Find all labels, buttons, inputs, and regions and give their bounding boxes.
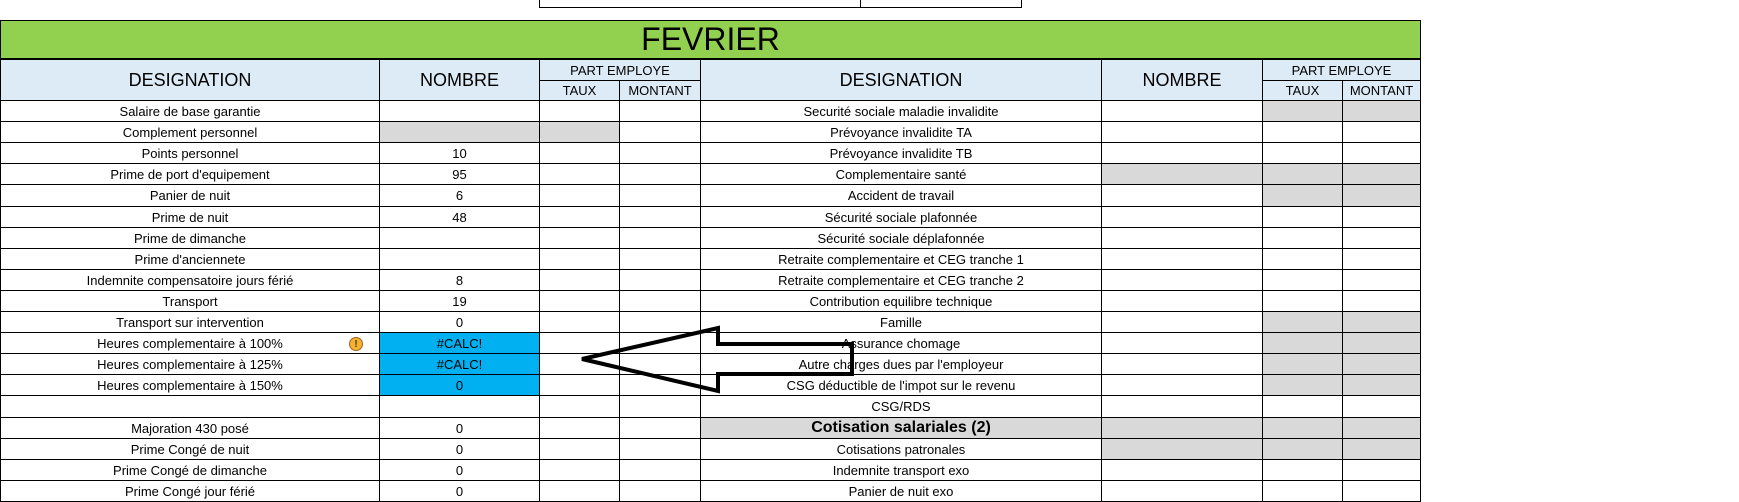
right-taux-cell[interactable]	[1262, 395, 1343, 418]
left-taux-cell[interactable]	[539, 206, 620, 228]
right-montant-cell[interactable]	[1342, 395, 1421, 418]
top-cell-left[interactable]	[539, 0, 861, 8]
header-part-employe-left: PART EMPLOYE	[539, 59, 701, 81]
right-taux-cell[interactable]	[1262, 332, 1343, 354]
left-designation-cell[interactable]: Prime de port d'equipement	[0, 163, 380, 185]
left-designation-cell[interactable]: Transport sur intervention	[0, 311, 380, 333]
right-nombre-cell[interactable]	[1101, 227, 1263, 249]
right-designation-cell[interactable]: Autre charges dues par l'employeur	[700, 353, 1102, 375]
left-nombre-cell[interactable]: 19	[379, 290, 540, 312]
right-designation-cell[interactable]: Retraite complementaire et CEG tranche 1	[700, 248, 1102, 270]
left-montant-cell[interactable]	[619, 395, 701, 418]
right-taux-cell[interactable]	[1262, 480, 1343, 502]
left-designation-cell[interactable]: Heures complementaire à 125%	[0, 353, 380, 375]
right-montant-cell[interactable]	[1342, 121, 1421, 143]
left-nombre-cell[interactable]	[379, 121, 540, 143]
left-designation-cell[interactable]: Prime Congé de dimanche	[0, 459, 380, 481]
right-nombre-cell[interactable]	[1101, 206, 1263, 228]
right-taux-cell[interactable]	[1262, 374, 1343, 396]
left-nombre-cell[interactable]: 0	[379, 417, 540, 439]
left-designation-cell[interactable]: Majoration 430 posé	[0, 417, 380, 439]
right-nombre-cell[interactable]	[1101, 121, 1263, 143]
right-montant-cell[interactable]	[1342, 332, 1421, 354]
warning-icon[interactable]: !	[349, 337, 363, 351]
left-montant-cell[interactable]	[619, 290, 701, 312]
left-taux-cell[interactable]	[539, 142, 620, 164]
header-nombre-right: NOMBRE	[1101, 59, 1263, 101]
month-title: FEVRIER	[0, 20, 1421, 59]
left-designation-cell[interactable]	[0, 395, 380, 418]
left-montant-cell[interactable]	[619, 438, 701, 460]
right-designation-cell[interactable]: Securité sociale maladie invalidite	[700, 100, 1102, 122]
right-designation-cell[interactable]: Cotisation salariales (2)	[700, 417, 1102, 439]
left-designation-cell[interactable]: Indemnite compensatoire jours férié	[0, 269, 380, 291]
right-designation-cell[interactable]: Panier de nuit exo	[700, 480, 1102, 502]
left-montant-cell[interactable]	[619, 121, 701, 143]
right-nombre-cell[interactable]	[1101, 374, 1263, 396]
right-designation-cell[interactable]: Indemnite transport exo	[700, 459, 1102, 481]
right-designation-cell[interactable]: Cotisations patronales	[700, 438, 1102, 460]
left-designation-cell[interactable]: Panier de nuit	[0, 184, 380, 207]
right-montant-cell[interactable]	[1342, 417, 1421, 439]
right-nombre-cell[interactable]	[1101, 184, 1263, 207]
right-designation-cell[interactable]: Contribution equilibre technique	[700, 290, 1102, 312]
left-nombre-cell[interactable]	[379, 100, 540, 122]
right-montant-cell[interactable]	[1342, 480, 1421, 502]
header-montant-right: MONTANT	[1342, 80, 1421, 101]
left-nombre-cell[interactable]: 0	[379, 480, 540, 502]
right-taux-cell[interactable]	[1262, 248, 1343, 270]
header-nombre-left: NOMBRE	[379, 59, 540, 101]
left-taux-cell[interactable]	[539, 100, 620, 122]
left-montant-cell[interactable]	[619, 417, 701, 439]
left-montant-cell[interactable]	[619, 459, 701, 481]
header-designation-left: DESIGNATION	[0, 59, 380, 101]
right-montant-cell[interactable]	[1342, 269, 1421, 291]
left-designation-cell[interactable]: Heures complementaire à 150%	[0, 374, 380, 396]
right-designation-cell[interactable]: Sécurité sociale plafonnée	[700, 206, 1102, 228]
right-nombre-cell[interactable]	[1101, 100, 1263, 122]
right-taux-cell[interactable]	[1262, 142, 1343, 164]
left-designation-cell[interactable]: Prime Congé jour férié	[0, 480, 380, 502]
left-nombre-cell[interactable]	[379, 395, 540, 418]
right-nombre-cell[interactable]	[1101, 163, 1263, 185]
header-montant-left: MONTANT	[619, 80, 701, 101]
right-taux-cell[interactable]	[1262, 438, 1343, 460]
right-montant-cell[interactable]	[1342, 100, 1421, 122]
left-montant-cell[interactable]	[619, 184, 701, 207]
left-nombre-cell[interactable]: #CALC!	[379, 353, 540, 375]
left-taux-cell[interactable]	[539, 163, 620, 185]
left-nombre-cell[interactable]	[379, 227, 540, 249]
right-nombre-cell[interactable]	[1101, 248, 1263, 270]
left-designation-cell[interactable]: Heures complementaire à 100%	[0, 332, 380, 354]
left-designation-cell[interactable]: Prime de nuit	[0, 206, 380, 228]
left-designation-cell[interactable]: Salaire de base garantie	[0, 100, 380, 122]
right-designation-cell[interactable]: Prévoyance invalidite TA	[700, 121, 1102, 143]
right-taux-cell[interactable]	[1262, 353, 1343, 375]
top-cell-right[interactable]	[860, 0, 1022, 8]
left-montant-cell[interactable]	[619, 206, 701, 228]
right-nombre-cell[interactable]	[1101, 290, 1263, 312]
right-designation-cell[interactable]: Famille	[700, 311, 1102, 333]
right-montant-cell[interactable]	[1342, 184, 1421, 207]
left-taux-cell[interactable]	[539, 459, 620, 481]
left-montant-cell[interactable]	[619, 227, 701, 249]
left-designation-cell[interactable]: Points personnel	[0, 142, 380, 164]
right-designation-cell[interactable]: Accident de travail	[700, 184, 1102, 207]
right-designation-cell[interactable]: Prévoyance invalidite TB	[700, 142, 1102, 164]
left-nombre-cell[interactable]: 8	[379, 269, 540, 291]
right-taux-cell[interactable]	[1262, 290, 1343, 312]
right-taux-cell[interactable]	[1262, 184, 1343, 207]
right-designation-cell[interactable]: Sécurité sociale déplafonnée	[700, 227, 1102, 249]
right-nombre-cell[interactable]	[1101, 269, 1263, 291]
right-montant-cell[interactable]	[1342, 142, 1421, 164]
left-taux-cell[interactable]	[539, 121, 620, 143]
left-nombre-cell[interactable]: 6	[379, 184, 540, 207]
left-taux-cell[interactable]	[539, 269, 620, 291]
left-montant-cell[interactable]	[619, 480, 701, 502]
left-nombre-cell[interactable]: #CALC!	[379, 332, 540, 354]
right-designation-cell[interactable]: CSG/RDS	[700, 395, 1102, 418]
left-montant-cell[interactable]	[619, 163, 701, 185]
right-designation-cell[interactable]: CSG déductible de l'impot sur le revenu	[700, 374, 1102, 396]
right-montant-cell[interactable]	[1342, 206, 1421, 228]
right-nombre-cell[interactable]	[1101, 142, 1263, 164]
left-designation-cell[interactable]: Prime d'anciennete	[0, 248, 380, 270]
right-montant-cell[interactable]	[1342, 374, 1421, 396]
left-nombre-cell[interactable]: 95	[379, 163, 540, 185]
left-designation-cell[interactable]: Transport	[0, 290, 380, 312]
left-taux-cell[interactable]	[539, 480, 620, 502]
left-designation-cell[interactable]: Prime de dimanche	[0, 227, 380, 249]
left-montant-cell[interactable]	[619, 269, 701, 291]
left-nombre-cell[interactable]: 0	[379, 459, 540, 481]
right-designation-cell[interactable]: Complementaire santé	[700, 163, 1102, 185]
left-taux-cell[interactable]	[539, 438, 620, 460]
right-nombre-cell[interactable]	[1101, 417, 1263, 439]
right-nombre-cell[interactable]	[1101, 438, 1263, 460]
left-montant-cell[interactable]	[619, 100, 701, 122]
right-montant-cell[interactable]	[1342, 311, 1421, 333]
right-nombre-cell[interactable]	[1101, 353, 1263, 375]
left-taux-cell[interactable]	[539, 227, 620, 249]
left-designation-cell[interactable]: Prime Congé de nuit	[0, 438, 380, 460]
header-part-employe-right: PART EMPLOYE	[1262, 59, 1421, 81]
left-taux-cell[interactable]	[539, 290, 620, 312]
left-taux-cell[interactable]	[539, 417, 620, 439]
left-nombre-cell[interactable]: 0	[379, 438, 540, 460]
right-taux-cell[interactable]	[1262, 100, 1343, 122]
left-taux-cell[interactable]	[539, 184, 620, 207]
header-taux-left: TAUX	[539, 80, 620, 101]
right-montant-cell[interactable]	[1342, 248, 1421, 270]
right-taux-cell[interactable]	[1262, 121, 1343, 143]
left-nombre-cell[interactable]: 0	[379, 374, 540, 396]
right-nombre-cell[interactable]	[1101, 480, 1263, 502]
right-nombre-cell[interactable]	[1101, 311, 1263, 333]
right-montant-cell[interactable]	[1342, 353, 1421, 375]
right-designation-cell[interactable]: Retraite complementaire et CEG tranche 2	[700, 269, 1102, 291]
right-taux-cell[interactable]	[1262, 227, 1343, 249]
left-nombre-cell[interactable]	[379, 248, 540, 270]
left-designation-cell[interactable]: Complement personnel	[0, 121, 380, 143]
arrow-left-icon	[580, 322, 855, 396]
header-taux-right: TAUX	[1262, 80, 1343, 101]
left-nombre-cell[interactable]: 0	[379, 311, 540, 333]
left-montant-cell[interactable]	[619, 248, 701, 270]
right-taux-cell[interactable]	[1262, 311, 1343, 333]
right-taux-cell[interactable]	[1262, 269, 1343, 291]
left-taux-cell[interactable]	[539, 248, 620, 270]
left-nombre-cell[interactable]: 48	[379, 206, 540, 228]
left-montant-cell[interactable]	[619, 142, 701, 164]
left-nombre-cell[interactable]: 10	[379, 142, 540, 164]
right-montant-cell[interactable]	[1342, 163, 1421, 185]
header-designation-right: DESIGNATION	[700, 59, 1102, 101]
right-montant-cell[interactable]	[1342, 459, 1421, 481]
right-taux-cell[interactable]	[1262, 206, 1343, 228]
right-taux-cell[interactable]	[1262, 459, 1343, 481]
right-taux-cell[interactable]	[1262, 163, 1343, 185]
right-nombre-cell[interactable]	[1101, 332, 1263, 354]
right-montant-cell[interactable]	[1342, 290, 1421, 312]
right-nombre-cell[interactable]	[1101, 459, 1263, 481]
right-taux-cell[interactable]	[1262, 417, 1343, 439]
right-nombre-cell[interactable]	[1101, 395, 1263, 418]
right-montant-cell[interactable]	[1342, 227, 1421, 249]
right-designation-cell[interactable]: Assurance chomage	[700, 332, 1102, 354]
right-montant-cell[interactable]	[1342, 438, 1421, 460]
left-taux-cell[interactable]	[539, 395, 620, 418]
